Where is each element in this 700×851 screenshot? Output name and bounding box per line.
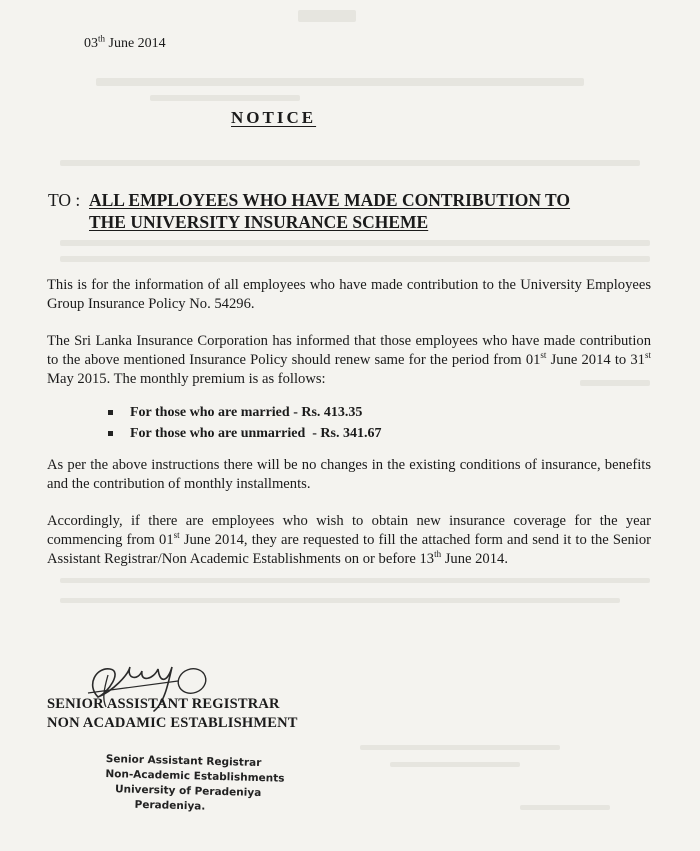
bullet-square-icon xyxy=(108,431,113,436)
bleed-through-mark xyxy=(60,578,650,583)
premium-item-unmarried: For those who are unmarried - Rs. 341.67 xyxy=(108,423,381,444)
bleed-through-mark xyxy=(60,240,650,246)
official-stamp xyxy=(104,752,285,817)
document-date: 03th June 2014 xyxy=(84,33,166,51)
bleed-through-mark xyxy=(96,78,584,86)
premium-list xyxy=(108,402,381,444)
paragraph-new-coverage: Accordingly, if there are employees who wish to obtain new insurance coverage for the year commencing from 01st June 2014, they are requested to fill the attached form and send it to the Senior Assistant Registrar/Non Academic Establishments on or before 13th June 2014. xyxy=(47,513,651,567)
bleed-through-mark xyxy=(520,805,610,810)
stamp-line: University of Peradeniya xyxy=(114,783,262,800)
stamp-line: Non-Academic Establishments xyxy=(105,767,285,785)
paragraph-renewal: The Sri Lanka Insurance Corporation has informed that those employees who have made contribution to the above mentioned Insurance Policy should renew same for the period from 01st June 2014 to 31st May 2015. The monthly premium is as follows: xyxy=(47,333,651,387)
notice-title: NOTICE xyxy=(231,108,317,127)
paragraph-information: This is for the information of all employees who have made contribution to the University Employees Group Insurance Policy No. 54296. xyxy=(47,277,651,312)
premium-item-married: For those who are married - Rs. 413.35 xyxy=(108,402,381,423)
bleed-through-mark xyxy=(60,160,640,166)
signatory-department: NON ACADAMIC ESTABLISHMENT xyxy=(47,715,298,731)
bleed-through-mark xyxy=(60,256,650,262)
addressee-line-2: THE UNIVERSITY INSURANCE SCHEME xyxy=(89,212,429,232)
bleed-through-mark xyxy=(390,762,520,767)
addressee-line-1: ALL EMPLOYEES WHO HAVE MADE CONTRIBUTION TO xyxy=(89,190,571,210)
paragraph-conditions: As per the above instructions there will be no changes in the existing conditions of insurance, benefits and the contribution of monthly installments. xyxy=(47,457,651,492)
bleed-through-mark xyxy=(360,745,560,750)
bleed-through-mark xyxy=(60,598,620,603)
bleed-through-mark xyxy=(150,95,300,101)
stamp-line: Peradeniya. xyxy=(134,798,206,813)
bullet-square-icon xyxy=(108,410,113,415)
addressee-prefix: TO : xyxy=(48,190,81,210)
stamp-line: Senior Assistant Registrar xyxy=(105,752,262,770)
signatory-title: SENIOR ASSISTANT REGISTRAR xyxy=(47,696,280,712)
bleed-through-mark xyxy=(298,10,356,22)
